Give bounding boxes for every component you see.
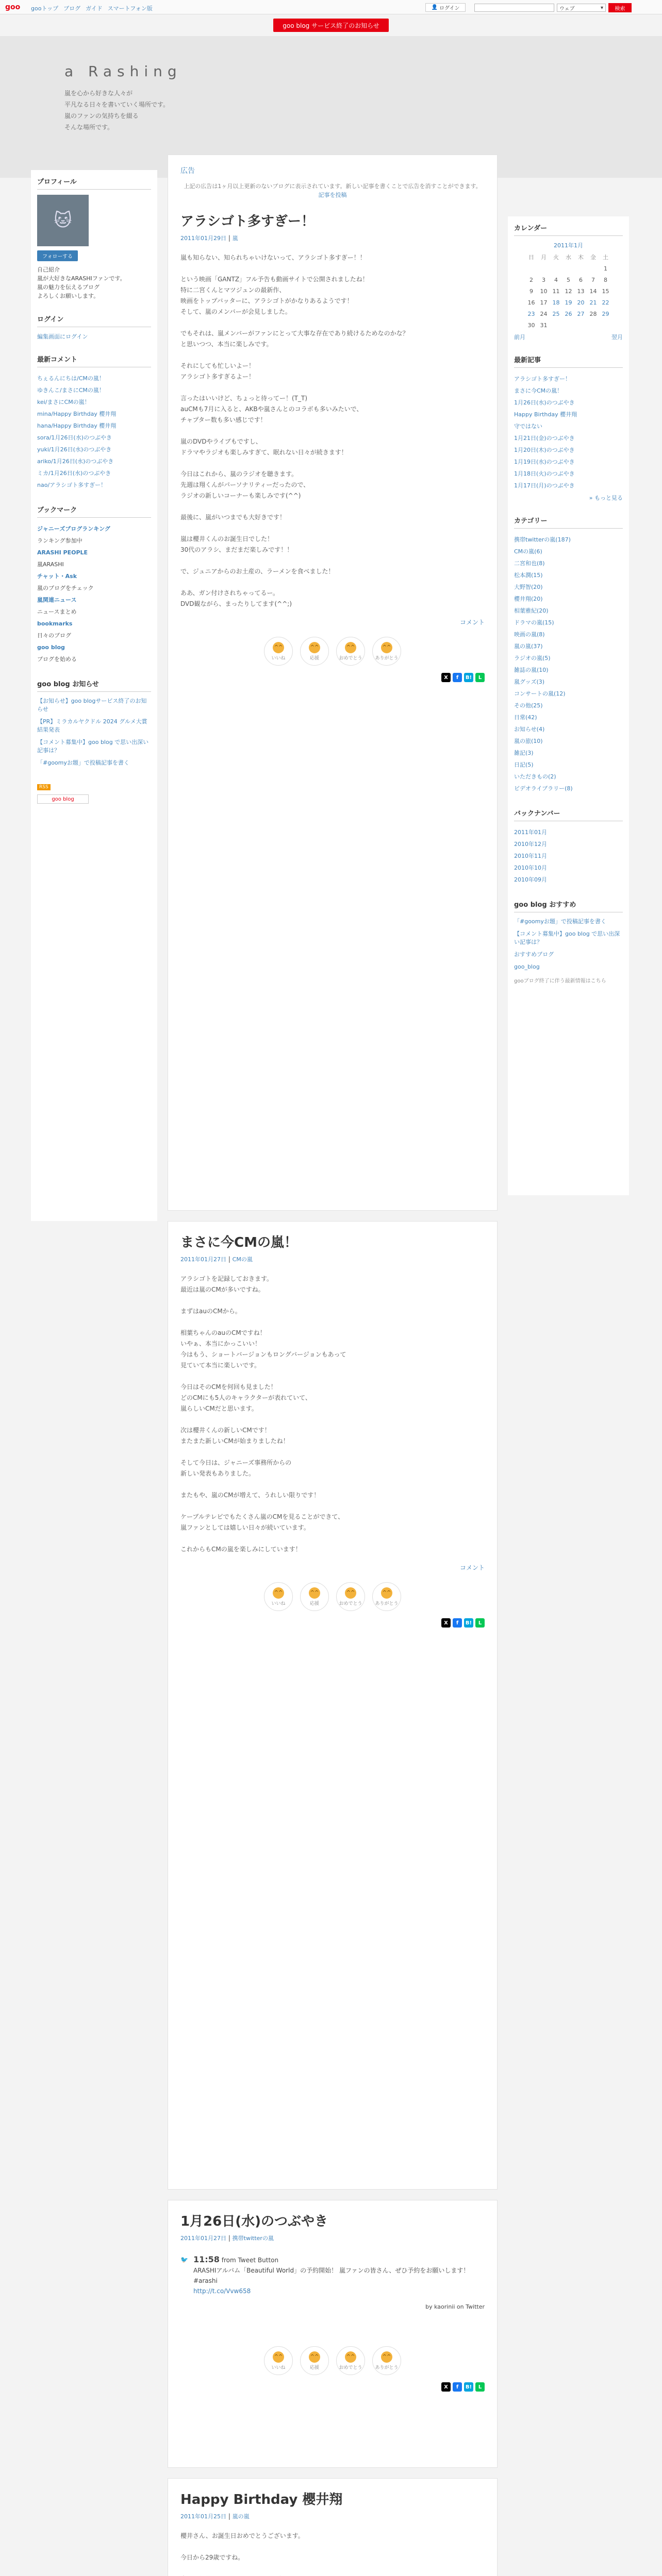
reaction-button[interactable] <box>372 1582 401 1611</box>
day-cell: 13 <box>577 287 585 295</box>
day-cell: 2 <box>529 276 533 283</box>
category-link[interactable]: コンサートの嵐(12) <box>514 690 566 697</box>
day-cell: 24 <box>540 310 548 317</box>
weekday: 土 <box>603 254 608 261</box>
day-cell <box>550 319 562 331</box>
category-link[interactable]: 日記(5) <box>514 761 534 768</box>
blog-desc-line: 平凡なる日々を書いていく場所です。 <box>64 101 170 108</box>
backnumber-link[interactable]: 2010年09月 <box>514 876 547 883</box>
line-share-icon[interactable]: L <box>475 2382 485 2392</box>
reaction-button[interactable] <box>336 2346 365 2375</box>
recent-post-link[interactable]: 1月20日(木)のつぶやき <box>514 447 575 453</box>
reaction-button[interactable] <box>300 2346 329 2375</box>
post-body: 嵐も知らない、知られちゃいけないって、アラシゴト多すぎー！！ という映画「GANTZ」フル予告も動画サイトで公開されましたね！ 特に二宮くんとマツジュンの最新作、 映画をトップバッターに、アラシゴトがかなりあるようです！ そして、嵐のメンバーが会見しました。 でもそれは、嵐メンバーがファンにとって大事な存在であり続けるためなのかな？ と思いつつ、本当に楽しみです。 それにしても忙しいよー！ アラシゴト多すぎるよー！ 言ったはいいけど、ちょっと待ってー！(T_T) auCMも7月に入ると、AKBや嵐さんとのコラボも多いみたいで、 チャプター数も多い感じです！ 嵐のDVDやライブもですし、 ドラマやラジオも楽しみすぎて、眠れない日々が続きます！ 今日はこれから、嵐のラジオを聴きます。 先週は翔くんがパーソナリティーだったので、 ラジオの新しいコーナーも楽しみです(^^) 最後に、嵐がいつまでも大好きです！ 嵐は櫻井くんのお誕生日でした！ 30代のアラシ、まだまだ楽しみです！！ で、ジュニアからのお土産の、ラーメンを食べました！ ああ、ガン付けされちゃってるー。 DVD観ながら、まったりしてます(^^;) <box>180 254 409 607</box>
admin-login-link[interactable]: 編集画面にログイン <box>37 333 88 340</box>
day-cell: 12 <box>565 287 572 295</box>
comment-item[interactable]: ゆきんこ/まさにCMの嵐！ <box>37 387 105 394</box>
smile-icon: ^^ <box>381 2351 392 2363</box>
day-cell: 8 <box>604 276 607 283</box>
share-buttons <box>180 1618 485 1628</box>
post-comment-row <box>180 618 485 626</box>
backnumber-link[interactable]: 2010年11月 <box>514 853 547 859</box>
facebook-share-icon[interactable]: f <box>453 1618 462 1628</box>
goo-logo[interactable]: goo <box>5 3 21 11</box>
post-article: Happy Birthday 櫻井翔 2011年01月25日 | 嵐の嵐 櫻井さん、お誕生日おめでとうございます。 今日から29歳ですね。 <box>168 2478 498 2576</box>
share-buttons <box>180 673 485 682</box>
tweet-author[interactable]: by kaorinii on Twitter <box>425 2303 485 2310</box>
calendar-month: 2011年1月 <box>554 242 583 249</box>
profile-text <box>37 265 151 300</box>
bookmark-desc: 嵐ARASHI <box>37 561 64 568</box>
profile-line: よろしくお願いします。 <box>37 293 100 299</box>
category-link[interactable]: お知らせ(4) <box>514 726 545 733</box>
day-cell: 11 <box>552 287 560 295</box>
smile-icon: ^^ <box>309 642 320 653</box>
reaction-buttons <box>180 1582 485 1611</box>
day-link[interactable]: 23 <box>527 310 535 317</box>
left-sidebar <box>31 170 157 1221</box>
goo-news-item[interactable]: 【PR】ミラカルヤクドル 2024 グルメ大賞 結果発表 <box>37 718 147 733</box>
post-title[interactable]: まさに今CMの嵐！ <box>180 1235 297 1250</box>
reaction-label: いいね <box>271 2365 286 2370</box>
ad-label: 広告 <box>180 167 195 175</box>
day-cell <box>562 319 575 331</box>
calendar-weekdays <box>525 251 612 263</box>
bookmark-link[interactable]: goo blog <box>37 644 65 651</box>
x-share-icon[interactable]: X <box>441 1618 451 1628</box>
day-link[interactable]: 21 <box>589 299 597 306</box>
day-cell: 4 <box>554 276 558 283</box>
weekday: 月 <box>541 254 547 261</box>
blog-title[interactable]: a Rashing <box>64 63 182 80</box>
day-link[interactable]: 22 <box>602 299 609 306</box>
chevron-down-icon: ▾ <box>600 5 603 11</box>
reaction-label: ありがとう <box>375 1601 399 1606</box>
blog-desc-line: 嵐のファンの気持ちを綴る <box>64 112 139 120</box>
post-article: まさに今CMの嵐！ 2011年01月27日 | CMの嵐 アラシゴトを記録しておきます。 最近は嵐のCMが多いですね。 まずはauのCMから。 相葉ちゃんのauのCMですね！ いやぁ、本当にかっこいい！ 今はもう、ショートバージョンもロングバージョンもあって 見ていて本当に楽しいです。 今日はそのCMを何回も見ました！ どのCMにも5人のキャラクターが表れていて、 嵐らしいCMだと思います。 次は櫻井くんの新しいCMです！ またまた新しいCMが始まりましたね！ そして今日は、ジャニーズ事務所からの 新しい発表もありました。 またもや、嵐のCMが増えて、うれしい限りです！ ケーブルテレビでもたくさん嵐のCMを見ることができて、 嵐ファンとしては嬉しい日々が続いています。 これからもCMの嵐を楽しみにしています！ コメント ^^ いいね ^^ 応援 ^^ おめでとう ^^ ありがとう X f B! L <box>168 1221 498 2190</box>
post-category[interactable]: 嵐 <box>232 235 238 242</box>
reaction-label: いいね <box>271 655 286 661</box>
reaction-label: おめでとう <box>339 1601 362 1606</box>
calendar-week <box>525 319 612 331</box>
blog-desc-line: そんな場所です。 <box>64 124 114 131</box>
recent-post-link[interactable]: 1月17日(月)のつぶやき <box>514 482 575 489</box>
day-cell: 31 <box>540 321 548 329</box>
comment-item[interactable]: ちぇるんにちは/CMの嵐！ <box>37 375 105 382</box>
user-icon: 👤 <box>431 5 438 10</box>
more-posts-link[interactable]: » もっと見る <box>589 495 623 501</box>
category-link[interactable]: 日常(42) <box>514 714 537 721</box>
blog-description <box>64 88 169 133</box>
comment-item[interactable]: kei/まさにCMの嵐！ <box>37 399 90 405</box>
hatena-share-icon[interactable]: B! <box>464 673 473 682</box>
search-button[interactable]: 検索 <box>608 3 632 12</box>
category-link[interactable]: 相葉雅紀(20) <box>514 607 549 614</box>
post-category[interactable]: CMの嵐 <box>232 1256 253 1263</box>
recent-comments-heading: 最新コメント <box>37 354 151 367</box>
bookmark-desc: 日々のブログ <box>37 632 71 639</box>
ad-note <box>180 182 485 199</box>
category-link[interactable]: CMの嵐(6) <box>514 548 542 555</box>
topnav-link[interactable]: gooトップ <box>31 5 59 12</box>
goo-recommend-link[interactable]: 「#goomyお題」で投稿記事を書く <box>514 918 606 925</box>
smile-icon: ^^ <box>273 642 284 653</box>
day-cell <box>562 263 575 274</box>
weekday: 火 <box>553 254 559 261</box>
day-link[interactable]: 20 <box>577 299 585 306</box>
category-link[interactable]: 嵐の嵐(37) <box>514 643 543 650</box>
goo-news-item[interactable]: 【コメント募集中】goo blog で思い出深い記事は？ <box>37 739 149 754</box>
post-article: 広告 上記の広告は1ヶ月以上更新のないブログに表示されています。新しい記事を書くことで広告を消すことができます。 記事を投稿 アラシゴト多すぎー！ 2011年01月29日 | 嵐 嵐も知らない、知られちゃいけないって、アラシゴト多すぎー！！ という映画「GANTZ」フル予告も動画サイトで公開されましたね！ 特に二宮くんとマツジュンの最新作、 映画をトップバッターに、アラシゴトがかなりあるようです！ そして、嵐のメンバーが会見しました。 でもそれは、嵐メンバーがファンにとって大事な存在であり続けるためなのかな？ と思いつつ、本当に楽しみです。 それにしても忙しいよー！ アラシゴト多すぎるよー！ 言ったはいいけど、ちょっと待ってー！(T_T) auCMも7月に入ると、AKBや嵐さんとのコラボも多いみたいで、 チャプター数も多い感じです！ 嵐のDVDやライブもですし、 ドラマやラジオも楽しみすぎて、眠れない日々が続きます！ 今日はこれから、嵐のラジオを聴きます。 先週は翔くんがパーソナリティーだったので、 ラジオの新しいコーナーも楽しみです(^^) 最後に、嵐がいつまでも大好きです！ 嵐は櫻井くんのお誕生日でした！ 30代のアラシ、まだまだ楽しみです！！ で、ジュニアからのお土産の、ラーメンを食べました！ ああ、ガン付けされちゃってるー。 DVD観ながら、まったりしてます(^^;) コメント ^^ いいね ^^ 応援 ^^ おめでとう ^^ ありがとう X f B! L <box>168 155 498 1211</box>
day-cell: 9 <box>529 287 533 295</box>
recent-post-link[interactable]: 1月26日(水)のつぶやき <box>514 399 575 406</box>
reaction-button[interactable] <box>300 1582 329 1611</box>
reaction-button[interactable] <box>336 1582 365 1611</box>
post-title[interactable]: アラシゴト多すぎー！ <box>180 214 315 229</box>
day-cell: 5 <box>567 276 570 283</box>
bookmark-desc: ブログを始める <box>37 656 77 663</box>
day-cell: 30 <box>527 321 535 329</box>
bookmark-link[interactable]: ジャニーズブログランキング <box>37 526 110 532</box>
categories-heading: カテゴリー <box>514 515 623 529</box>
post-comment-row <box>180 1563 485 1572</box>
backnumber-heading: バックナンバー <box>514 808 623 821</box>
reaction-label: ありがとう <box>375 2365 399 2370</box>
category-link[interactable]: 大野智(20) <box>514 584 543 590</box>
profile-line: 自己紹介 <box>37 266 60 273</box>
recent-comments-list <box>37 372 151 491</box>
recent-post-link[interactable]: 1月19日(水)のつぶやき <box>514 459 575 465</box>
post-category[interactable]: 嵐の嵐 <box>232 2513 250 2520</box>
bookmarks-list <box>37 523 151 665</box>
goo-recommend-link[interactable]: 【コメント募集中】goo blog で思い出深い記事は？ <box>514 930 620 945</box>
day-link[interactable]: 29 <box>602 310 609 317</box>
smile-icon: ^^ <box>345 2351 356 2363</box>
tweet-text: ARASHIアルバム「Beautiful World」の予約開始！ 嵐ファンの皆さん、ぜひ予約をお願いします！ #arashi <box>193 2267 470 2284</box>
post-title[interactable]: 1月26日(水)のつぶやき <box>180 2214 328 2229</box>
post-body: アラシゴトを記録しておきます。 最近は嵐のCMが多いですね。 まずはauのCMから。 相葉ちゃんのauのCMですね！ いやぁ、本当にかっこいい！ 今はもう、ショートバージョンもロングバージョンもあって 見ていて本当に楽しいです。 今日はそのCMを何回も見ました！ どのCMにも5人のキャラクターが表れていて、 嵐らしいCMだと思います。 次は櫻井くんの新しいCMです！ またまた新しいCMが始まりましたね！ そして今日は、ジャニーズ事務所からの 新しい発表もありました。 またもや、嵐のCMが増えて、うれしい限りです！ ケーブルテレビでもたくさん嵐のCMを見ることができて、 嵐ファンとしては嬉しい日々が続いています。 これからもCMの嵐を楽しみにしています！ <box>180 1275 346 1553</box>
reaction-label: 応援 <box>309 2365 319 2370</box>
day-link[interactable]: 19 <box>565 299 572 306</box>
goo-news-heading: goo blog お知らせ <box>37 679 151 692</box>
next-month-link[interactable]: 翌月 <box>611 334 623 341</box>
line-share-icon[interactable]: L <box>475 673 485 682</box>
reaction-button[interactable] <box>372 637 401 666</box>
calendar-nav <box>514 333 623 341</box>
day-cell <box>587 263 600 274</box>
comment-item[interactable]: nao/アラシゴト多すぎー！ <box>37 482 107 488</box>
day-cell: 14 <box>589 287 597 295</box>
reaction-button[interactable] <box>300 637 329 666</box>
search-input[interactable] <box>474 4 554 12</box>
goo-news-item[interactable]: 「#goomyお題」で投稿記事を書く <box>37 759 129 766</box>
smile-icon: ^^ <box>309 2351 320 2363</box>
facebook-share-icon[interactable]: f <box>453 2382 462 2392</box>
login-button[interactable] <box>425 3 466 12</box>
x-share-icon[interactable]: X <box>441 673 451 682</box>
recent-post-link[interactable]: まさに今CMの嵐！ <box>514 387 563 394</box>
bookmark-desc: ニュースまとめ <box>37 608 77 615</box>
bookmark-link[interactable]: 嵐関連ニュース <box>37 597 77 603</box>
recent-post-link[interactable]: アラシゴト多すぎー！ <box>514 376 571 382</box>
goo-news-item[interactable]: 【お知らせ】goo blogサービス終了のお知らせ <box>37 698 147 713</box>
calendar-week <box>525 297 612 308</box>
topnav-link[interactable]: スマートフォン版 <box>107 5 153 12</box>
reaction-label: 応援 <box>309 1601 319 1606</box>
recent-post-link[interactable]: 1月18日(火)のつぶやき <box>514 470 575 477</box>
day-cell <box>600 319 612 331</box>
category-link[interactable]: ラジオの嵐(5) <box>514 655 551 662</box>
bookmarks-heading: ブックマーク <box>37 504 151 518</box>
day-cell: 6 <box>579 276 583 283</box>
day-cell <box>575 263 587 274</box>
day-cell: 28 <box>589 310 597 317</box>
tweet-source: from Tweet Button <box>221 2257 279 2264</box>
smile-icon: ^^ <box>309 1587 320 1599</box>
recent-post-link[interactable]: 1月21日(金)のつぶやき <box>514 435 575 442</box>
day-cell: 3 <box>542 276 545 283</box>
day-cell: 10 <box>540 287 548 295</box>
rss-icon[interactable]: RSS <box>37 784 51 790</box>
notice-link[interactable]: goo blog サービス終了のお知らせ <box>273 19 388 32</box>
comment-item[interactable]: hana/Happy Birthday 櫻井翔 <box>37 422 117 429</box>
smile-icon: ^^ <box>381 642 392 653</box>
post-date[interactable]: 2011年01月29日 <box>180 235 226 242</box>
weekday: 木 <box>578 254 584 261</box>
category-link[interactable]: 二宮和也(8) <box>514 560 545 567</box>
calendar-week <box>525 285 612 297</box>
day-cell: 15 <box>602 287 609 295</box>
bird-icon: 🐦 <box>180 2256 188 2263</box>
category-link[interactable]: 雑誌の嵐(10) <box>514 667 549 673</box>
comment-item[interactable]: sora/1月26日(水)のつぶやき <box>37 434 112 441</box>
right-sidebar <box>508 216 629 1195</box>
day-cell: 17 <box>540 299 548 306</box>
profile-line: 嵐が大好きなARASHIファンです。 <box>37 275 126 282</box>
reaction-button[interactable] <box>264 2346 293 2375</box>
comment-link[interactable]: コメント <box>459 619 485 626</box>
category-link[interactable]: 雑記(3) <box>514 750 534 756</box>
goo-blog-badge[interactable]: goo blog <box>37 794 89 804</box>
calendar-heading: カレンダー <box>514 223 623 236</box>
backnumber-list <box>514 826 623 886</box>
backnumber-link[interactable]: 2011年01月 <box>514 829 547 836</box>
reaction-label: おめでとう <box>339 655 362 661</box>
reaction-label: いいね <box>271 1601 286 1606</box>
smile-icon: ^^ <box>345 1587 356 1599</box>
backnumber-link[interactable]: 2010年10月 <box>514 865 547 871</box>
category-link[interactable]: その他(25) <box>514 702 543 709</box>
category-link[interactable]: ドラマの嵐(15) <box>514 619 554 626</box>
avatar[interactable]: 🐱 <box>37 195 89 246</box>
categories-list <box>514 534 623 794</box>
reaction-button[interactable] <box>372 2346 401 2375</box>
category-link[interactable]: 櫻井翔(20) <box>514 596 543 602</box>
search-scope-select[interactable] <box>557 4 606 12</box>
profile-line: 嵐の魅力を伝えるブログ <box>37 284 100 291</box>
recent-post-link[interactable]: Happy Birthday 櫻井翔 <box>514 411 577 418</box>
day-cell: 1 <box>604 265 607 272</box>
recent-posts-list <box>514 373 623 492</box>
reaction-buttons <box>180 637 485 666</box>
category-link[interactable]: 嵐の旅(10) <box>514 738 543 744</box>
line-share-icon[interactable]: L <box>475 1618 485 1628</box>
goo-recommend-list <box>514 918 623 971</box>
calendar-week <box>525 274 612 285</box>
post-title[interactable]: Happy Birthday 櫻井翔 <box>180 2492 343 2507</box>
goo-recommend-heading: goo blog おすすめ <box>514 899 623 912</box>
post-date[interactable]: 2011年01月25日 <box>180 2513 226 2520</box>
day-link[interactable]: 27 <box>577 310 585 317</box>
weekday: 日 <box>528 254 534 261</box>
calendar-week <box>525 263 612 274</box>
profile-heading: プロフィール <box>37 176 151 190</box>
post-category[interactable]: 携帯twitterの嵐 <box>232 2235 274 2242</box>
tweet-entry <box>180 2255 485 2296</box>
bookmark-desc: ランキング参加中 <box>37 537 82 544</box>
day-link[interactable]: 26 <box>565 310 572 317</box>
smile-icon: ^^ <box>345 642 356 653</box>
recent-posts-heading: 最新記事 <box>514 354 623 368</box>
smile-icon: ^^ <box>273 1587 284 1599</box>
search-scope-value: ウェブ <box>559 6 575 12</box>
goo-note: gooブログ終了に伴う最新情報はこちら <box>514 978 606 984</box>
x-share-icon[interactable]: X <box>441 2382 451 2392</box>
day-cell <box>575 319 587 331</box>
day-cell <box>525 263 538 274</box>
category-link[interactable]: 携帯twitterの嵐(187) <box>514 536 571 543</box>
category-link[interactable]: 映画の嵐(8) <box>514 631 545 638</box>
day-link[interactable]: 18 <box>552 299 560 306</box>
day-cell <box>538 263 550 274</box>
comment-item[interactable]: ariko/1月26日(水)のつぶやき <box>37 458 114 465</box>
day-cell <box>587 319 600 331</box>
login-label: ログイン <box>439 6 460 11</box>
topnav-link[interactable]: ブログ <box>63 5 81 12</box>
prev-month-link[interactable]: 前月 <box>514 334 525 341</box>
reaction-button[interactable] <box>264 1582 293 1611</box>
notice-bar <box>0 19 662 32</box>
bookmark-link[interactable]: bookmarks <box>37 620 73 627</box>
recent-post-link[interactable]: 守ではない <box>514 423 542 430</box>
goo-recommend-link[interactable]: おすすめブログ <box>514 951 554 958</box>
blog-desc-line: 嵐を心から好きな人々が <box>64 90 133 97</box>
follow-button[interactable]: フォローする <box>37 250 78 261</box>
backnumber-link[interactable]: 2010年12月 <box>514 841 547 848</box>
day-cell: 7 <box>591 276 595 283</box>
day-cell <box>550 263 562 274</box>
topnav-link[interactable]: ガイド <box>86 5 103 12</box>
calendar-week <box>525 308 612 319</box>
topbar-nav <box>31 4 153 12</box>
post-article: 1月26日(水)のつぶやき 2011年01月27日 | 携帯twitterの嵐 🐦 11:58 from Tweet Button ARASHIアルバム「Beautiful World」の予約開始！ 嵐ファンの皆さん、ぜひ予約をお願いします！ #arashi http://t.co/Vvw658 by kaorinii on Twitter ^^ いいね ^^ 応援 ^^ おめでとう ^^ ありがとう X f B! L <box>168 2200 498 2468</box>
category-link[interactable]: 松本潤(15) <box>514 572 543 579</box>
bookmark-link[interactable]: ARASHI PEOPLE <box>37 549 88 556</box>
global-topbar <box>0 0 662 14</box>
bookmark-desc: 嵐のブログをチェック <box>37 585 94 591</box>
bookmark-link[interactable]: チャット・Ask <box>37 573 77 580</box>
smile-icon: ^^ <box>381 1587 392 1599</box>
post-date[interactable]: 2011年01月27日 <box>180 1256 226 1263</box>
comment-item[interactable]: mina/Happy Birthday 櫻井翔 <box>37 411 117 417</box>
reaction-button[interactable] <box>336 637 365 666</box>
category-link[interactable]: ビデオライブラリー(8) <box>514 785 573 792</box>
comment-item[interactable]: ミカ/1月26日(水)のつぶやき <box>37 470 111 477</box>
post-date[interactable]: 2011年01月27日 <box>180 2235 226 2242</box>
reaction-label: おめでとう <box>339 2365 362 2370</box>
ad-note-text: 上記の広告は1ヶ月以上更新のないブログに表示されています。新しい記事を書くことで広告を消すことができます。 <box>184 183 482 190</box>
day-link[interactable]: 25 <box>552 310 560 317</box>
tweet-time[interactable]: 11:58 <box>193 2255 220 2264</box>
post-body: 櫻井さん、お誕生日おめでとうございます。 今日から29歳ですね。 <box>180 2532 304 2561</box>
share-buttons <box>180 2382 485 2392</box>
weekday: 水 <box>566 254 571 261</box>
reaction-label: 応援 <box>309 655 319 661</box>
goo-recommend-link[interactable]: goo_blog <box>514 963 540 970</box>
reaction-label: ありがとう <box>375 655 399 661</box>
weekday: 金 <box>590 254 596 261</box>
smile-icon: ^^ <box>273 2351 284 2363</box>
facebook-share-icon[interactable]: f <box>453 673 462 682</box>
comment-item[interactable]: yuki/1月26日(水)のつぶやき <box>37 446 112 453</box>
tweet-link[interactable]: http://t.co/Vvw658 <box>193 2287 251 2295</box>
category-link[interactable]: いただきもの(2) <box>514 773 556 780</box>
goo-news-list <box>37 697 151 767</box>
category-link[interactable]: 嵐グッズ(3) <box>514 679 545 685</box>
day-cell: 16 <box>527 299 535 306</box>
reaction-button[interactable] <box>264 637 293 666</box>
login-heading: ログイン <box>37 314 151 327</box>
comment-link[interactable]: コメント <box>459 1564 485 1571</box>
new-post-link[interactable]: 記事を投稿 <box>318 192 347 198</box>
hatena-share-icon[interactable]: B! <box>464 2382 473 2392</box>
reaction-buttons <box>180 2346 485 2375</box>
calendar-table <box>525 251 612 331</box>
hatena-share-icon[interactable]: B! <box>464 1618 473 1628</box>
